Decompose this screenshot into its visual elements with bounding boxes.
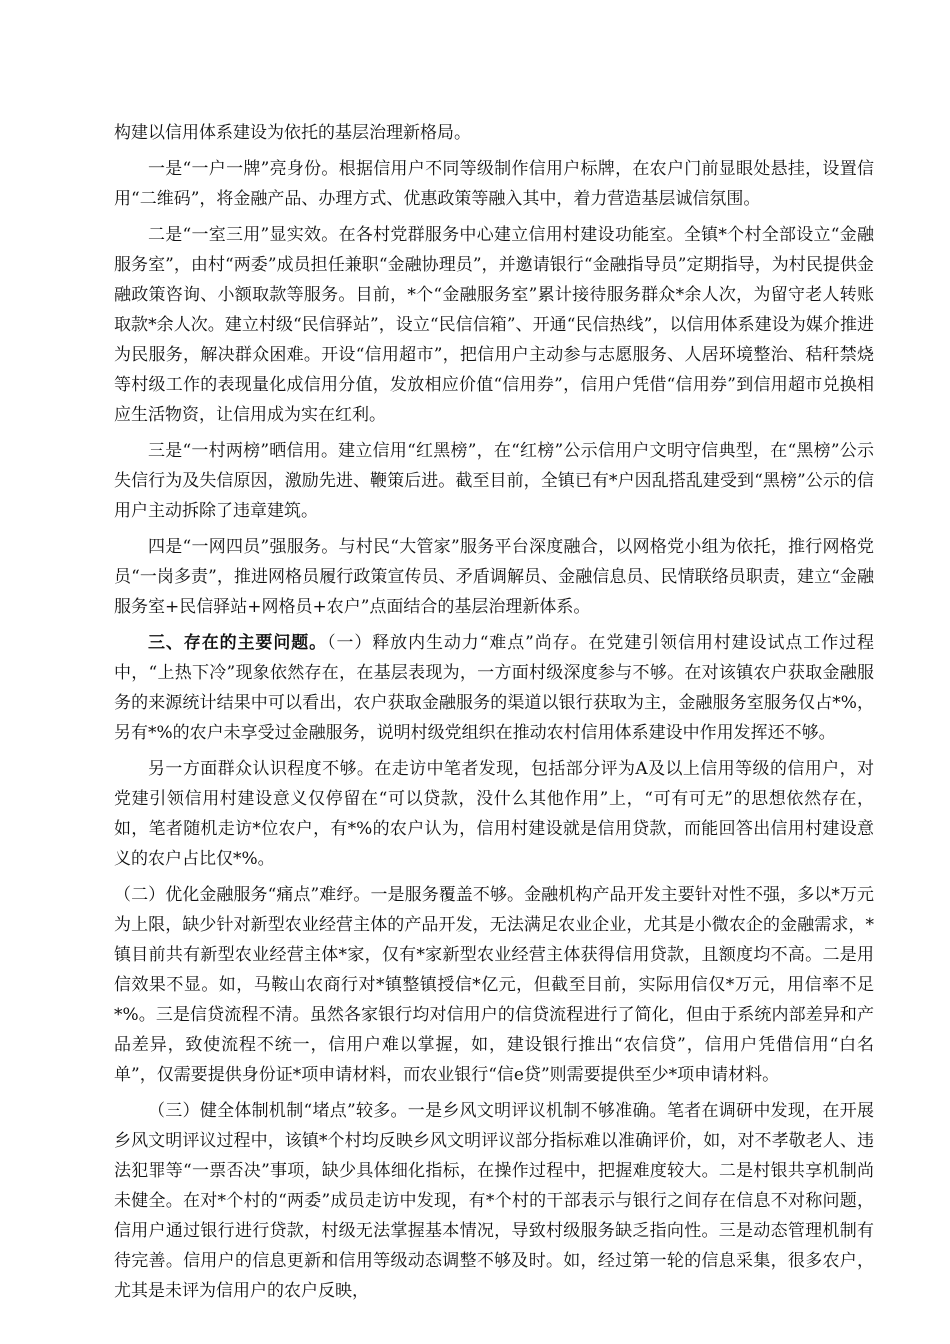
paragraph-main-problems: [114, 628, 874, 748]
paragraph-text: 另一方面群众认识程度不够。在走访中笔者发现，包括部分评为A及以上信用等级的信用户，对党建引领信用村建设意义仅停留在“可以贷款，没什么其他作用”上，“可有可无”的思想依然存在，如，笔者随机走访*位农户，有*%的农户认为，信用村建设就是信用贷款，而能回答出信用村建设意义的农户占比仅*%。: [114, 759, 874, 869]
paragraph-text: 四是“一网四员”强服务。与村民“大管家”服务平台深度融合，以网格党小组为依托，推行网格党员“一岗多责”，推进网格员履行政策宣传员、矛盾调解员、金融信息员、民情联络员职责，建立“金融服务室+民信驿站+网格员+农户”点面结合的基层治理新体系。: [114, 537, 874, 617]
paragraph-text: 构建以信用体系建设为依托的基层治理新格局。: [114, 123, 471, 143]
paragraph-text: （一）释放内生动力“难点”尚存。在党建引领信用村建设试点工作过程中，“上热下冷”现象依然存在，在基层表现为，一方面村级深度参与不够。在对该镇农户获取金融服务的来源统计结果中可以看出，农户获取金融服务的渠道以银行获取为主，金融服务室服务仅占*%，另有*%的农户未享受过金融服务，说明村级党组织在推动农村信用体系建设中作用发挥还不够。: [114, 633, 875, 743]
paragraph-one-household-one-plate: [114, 154, 874, 214]
paragraph-institutional-mechanisms: [114, 1096, 874, 1306]
paragraph-text: 一是“一户一牌”亮身份。根据信用户不同等级制作信用户标牌，在农户门前显眼处悬挂，设置信用“二维码”，将金融产品、办理方式、优惠政策等融入其中，着力营造基层诚信氛围。: [114, 159, 874, 209]
section-heading: 三、存在的主要问题。: [148, 633, 328, 653]
paragraph-text: （二）优化金融服务“痛点”难纾。一是服务覆盖不够。金融机构产品开发主要针对性不强，多以*万元为上限，缺少针对新型农业经营主体的产品开发，无法满足农业企业，尤其是小微农企的金融需求，*镇目前共有新型农业经营主体*家，仅有*家新型农业经营主体获得信用贷款，且额度均不高。二是用信效果不显。如，马鞍山农商行对*镇整镇授信*亿元，但截至目前，实际用信仅*万元，用信率不足*%。三是信贷流程不清。虽然各家银行均对信用户的信贷流程进行了简化，但由于系统内部差异和产品差异，致使流程不统一，信用户难以掌握，如，建设银行推出“农信贷”，信用户凭借信用“白名单”，仅需要提供身份证*项申请材料，而农业银行“信e贷”则需要提供至少*项申请材料。: [114, 885, 874, 1085]
paragraph-text: （三）健全体制机制“堵点”较多。一是乡风文明评议机制不够准确。笔者在调研中发现，在开展乡风文明评议过程中，该镇*个村均反映乡风文明评议部分指标难以准确评价，如，对不孝敬老人、违法犯罪等“一票否决”事项，缺少具体细化指标，在操作过程中，把握难度较大。二是村银共享机制尚未健全。在对*个村的“两委”成员走访中发现，有*个村的干部表示与银行之间存在信息不对称问题，信用户通过银行进行贷款，村级无法掌握基本情况，导致村级服务缺乏指向性。三是动态管理机制有待完善。信用户的信息更新和信用等级动态调整不够及时。如，经过第一轮的信息采集，很多农户，尤其是未评为信用户的农户反映，: [114, 1101, 874, 1301]
paragraph-one-network-four-members: [114, 532, 874, 622]
paragraph-text: 二是“一室三用”显实效。在各村党群服务中心建立信用村建设功能室。全镇*个村全部设立“金融服务室”，由村“两委”成员担任兼职“金融协理员”，并邀请银行“金融指导员”定期指导，为村民提供金融政策咨询、小额取款等服务。目前，*个“金融服务室”累计接待服务群众*余人次，为留守老人转账取款*余人次。建立村级“民信驿站”，设立“民信信箱”、开通“民信热线”，以信用体系建设为媒介推进为民服务，解决群众困难。开设“信用超市”，把信用户主动参与志愿服务、人居环境整治、秸秆禁烧等村级工作的表现量化成信用分值，发放相应价值“信用券”，信用户凭借“信用券”到信用超市兑换相应生活物资，让信用成为实在红利。: [114, 225, 874, 425]
paragraph-one-room-three-uses: [114, 220, 874, 430]
paragraph-text: 三是“一村两榜”晒信用。建立信用“红黑榜”，在“红榜”公示信用户文明守信典型，在“黑榜”公示失信行为及失信原因，激励先进、鞭策后进。截至目前，全镇已有*户因乱搭乱建受到“黑榜”公示的信用户主动拆除了违章建筑。: [114, 441, 874, 521]
paragraph-financial-services: [114, 880, 874, 1090]
paragraph-public-awareness: [114, 754, 874, 874]
paragraph-one-village-two-lists: [114, 436, 874, 526]
paragraph-intro: [114, 118, 874, 148]
